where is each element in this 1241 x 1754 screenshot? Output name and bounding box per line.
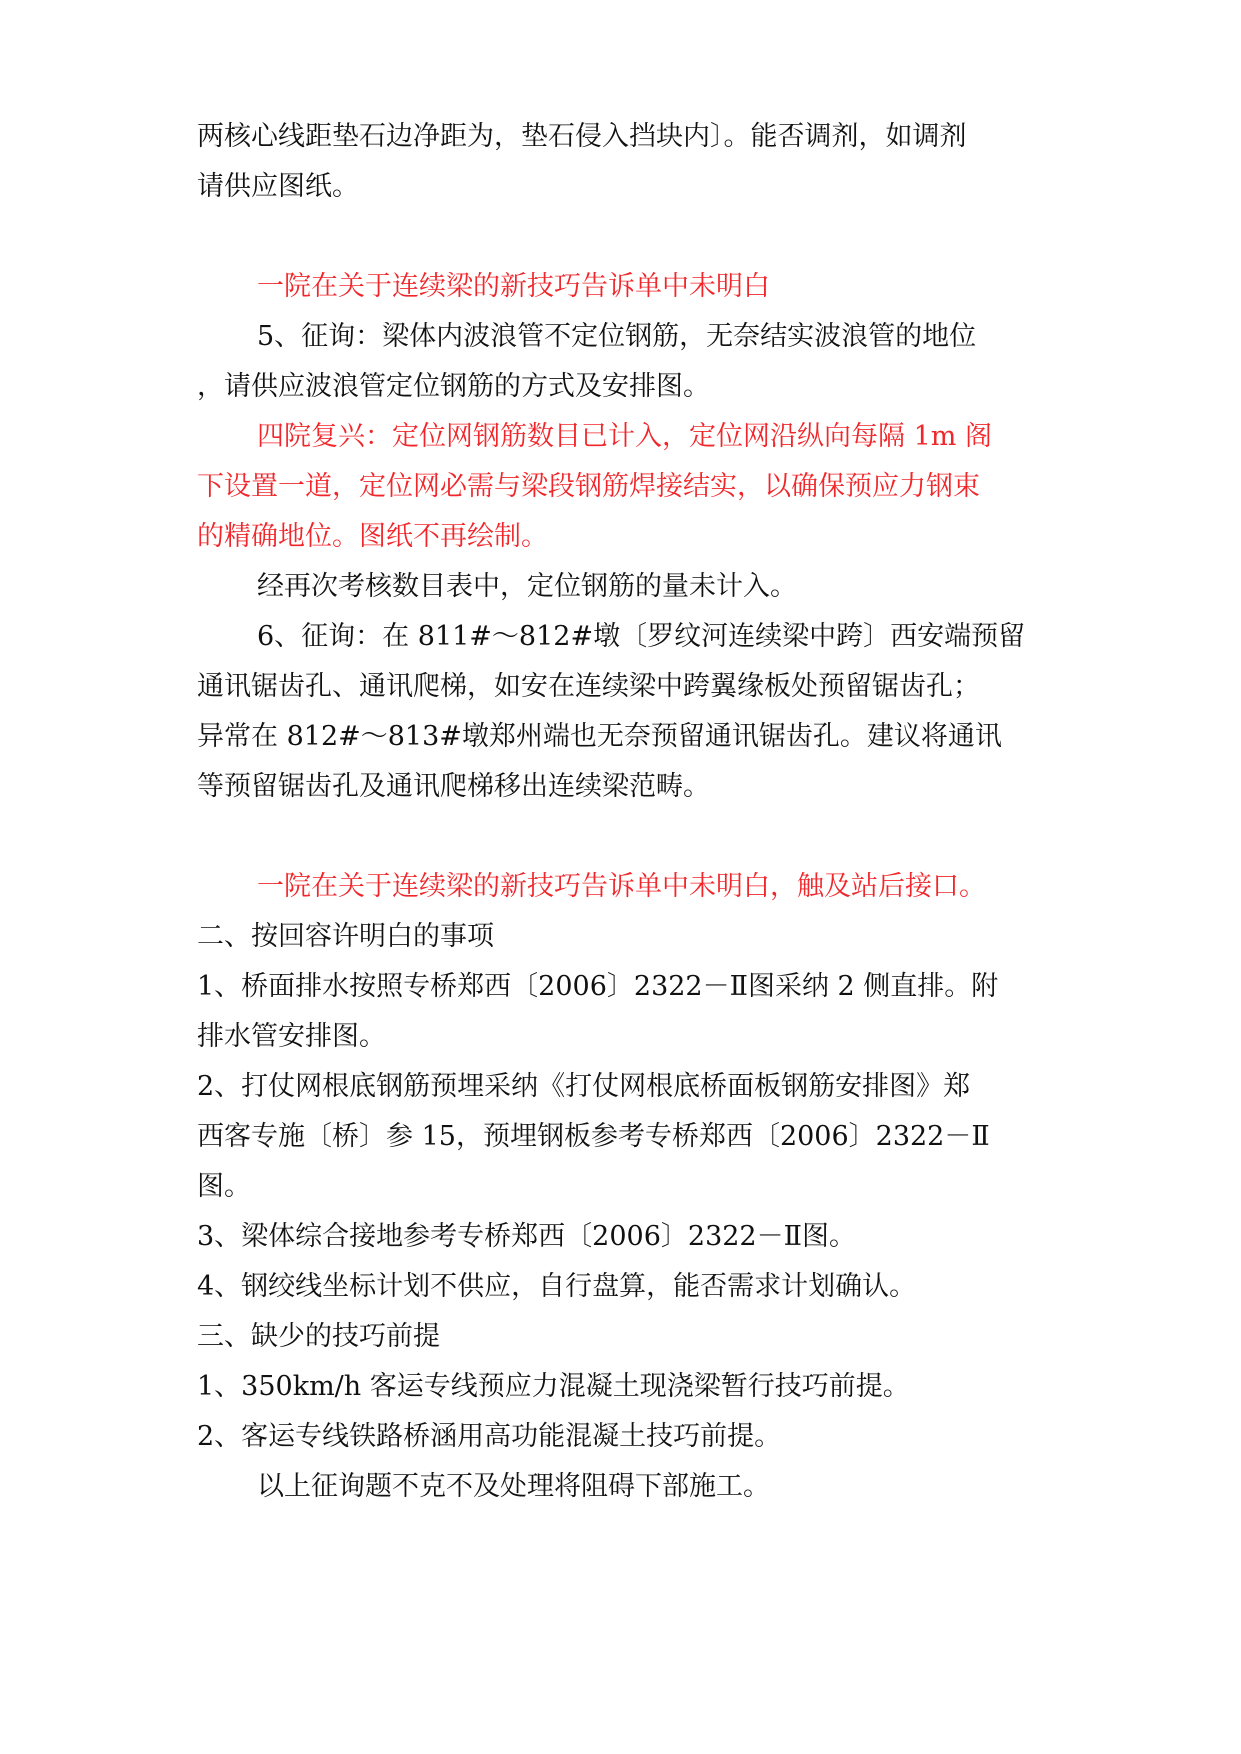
text-line: 请供应图纸。 — [197, 171, 359, 202]
text-line: 以上征询题不克不及处理将阻碍下部施工。 — [257, 1471, 770, 1502]
text-line: 异常在 812#～813#墩郑州端也无奈预留通讯锯齿孔。建议将通讯 — [197, 721, 1002, 752]
text-line: 图。 — [197, 1171, 251, 1202]
document-page — [197, 112, 1057, 1512]
section-heading: 二、按回容许明白的事项 — [197, 921, 494, 952]
text-line: 经再次考核数目表中，定位钢筋的量未计入。 — [257, 571, 797, 602]
text-line: 6、征询：在 811#～812#墩〔罗纹河连续梁中跨〕西安端预留 — [257, 621, 1026, 652]
highlighted-reply: 下设置一道，定位网必需与梁段钢筋焊接结实，以确保预应力钢束 — [197, 471, 980, 502]
paragraph-gap — [197, 212, 1057, 262]
highlighted-reply: 四院复兴：定位网钢筋数目已计入，定位网沿纵向每隔 1m 阁 — [257, 421, 992, 452]
highlighted-note: 一院在关于连续梁的新技巧告诉单中未明白 — [257, 271, 770, 302]
text-line: 1、350km/h 客运专线预应力混凝土现浇梁暂行技巧前提。 — [197, 1371, 910, 1402]
highlighted-reply: 的精确地位。图纸不再绘制。 — [197, 521, 548, 552]
text-line: 两核心线距垫石边净距为，垫石侵入挡块内〕。能否调剂，如调剂 — [197, 121, 967, 152]
text-line: 1、桥面排水按照专桥郑西〔2006〕2322－Ⅱ图采纳 2 侧直排。附 — [197, 971, 999, 1002]
text-line: 5、征询：梁体内波浪管不定位钢筋，无奈结实波浪管的地位 — [257, 321, 977, 352]
text-line: 西客专施〔桥〕参 15，预埋钢板参考专桥郑西〔2006〕2322－Ⅱ — [197, 1121, 990, 1152]
text-line: 排水管安排图。 — [197, 1021, 386, 1052]
text-line: 4、钢绞线坐标计划不供应，自行盘算，能否需求计划确认。 — [197, 1271, 917, 1302]
text-line: 2、客运专线铁路桥涵用高功能混凝土技巧前提。 — [197, 1421, 782, 1452]
text-line: 3、梁体综合接地参考专桥郑西〔2006〕2322－Ⅱ图。 — [197, 1221, 856, 1252]
text-line: ，请供应波浪管定位钢筋的方式及安排图。 — [197, 371, 710, 402]
paragraph-gap — [197, 812, 1057, 862]
section-heading: 三、缺少的技巧前提 — [197, 1321, 440, 1352]
text-line: 2、打仗网根底钢筋预埋采纳《打仗网根底桥面板钢筋安排图》郑 — [197, 1071, 971, 1102]
text-line: 通讯锯齿孔、通讯爬梯，如安在连续梁中跨翼缘板处预留锯齿孔； — [197, 671, 980, 702]
text-line: 等预留锯齿孔及通讯爬梯移出连续梁范畴。 — [197, 771, 710, 802]
highlighted-note: 一院在关于连续梁的新技巧告诉单中未明白，触及站后接口。 — [257, 871, 986, 902]
